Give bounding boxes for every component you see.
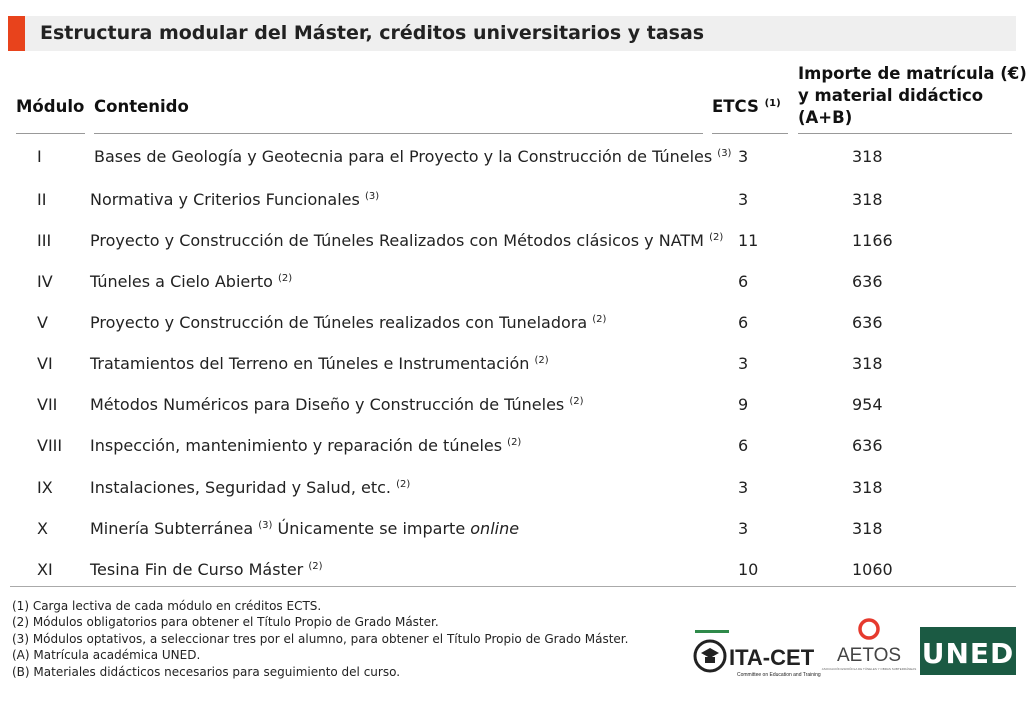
table-row xyxy=(0,354,1024,376)
header-divider-importe xyxy=(798,133,1012,134)
module-etcs: 3 xyxy=(738,478,749,497)
module-note: (3) xyxy=(258,520,273,531)
module-number: VII xyxy=(37,395,58,414)
module-etcs: 3 xyxy=(738,519,749,538)
module-content xyxy=(90,519,519,538)
header-etcs-label: ETCS xyxy=(712,97,759,116)
module-content xyxy=(90,231,723,250)
footnote-b: (B) Materiales didácticos necesarios para seguimiento del curso. xyxy=(12,664,401,679)
module-number: X xyxy=(37,519,48,538)
module-note: (2) xyxy=(507,437,522,448)
header-modulo: Módulo xyxy=(16,97,85,116)
table-row xyxy=(0,147,1024,169)
title-accent xyxy=(8,16,25,51)
module-importe: 318 xyxy=(852,354,883,373)
table-row xyxy=(0,190,1024,212)
module-content xyxy=(90,560,323,579)
module-content-text: Tratamientos del Terreno en Túneles e Instrumentación xyxy=(90,354,530,373)
header-divider-modulo xyxy=(16,133,85,134)
table-row xyxy=(0,395,1024,417)
module-note: (2) xyxy=(569,396,584,407)
module-number: VI xyxy=(37,354,53,373)
module-number: IX xyxy=(37,478,53,497)
aetos-logo xyxy=(821,618,917,680)
footnote-2: (2) Módulos obligatorios para obtener el Título Propio de Grado Máster. xyxy=(12,615,439,630)
module-number: I xyxy=(37,147,42,166)
header-divider-etcs xyxy=(712,133,788,134)
module-importe: 318 xyxy=(852,519,883,538)
module-content-text: Minería Subterránea xyxy=(90,519,254,538)
module-number: V xyxy=(37,313,48,332)
uned-logo xyxy=(920,627,1016,675)
table-bottom-divider xyxy=(10,586,1016,587)
table-row xyxy=(0,231,1024,253)
table-row xyxy=(0,478,1024,500)
module-content-text: Inspección, mantenimiento y reparación de túneles xyxy=(90,436,503,455)
module-content xyxy=(90,354,549,373)
graduation-cap-icon xyxy=(701,648,719,658)
module-content xyxy=(94,147,731,166)
module-content-text: Tesina Fin de Curso Máster xyxy=(90,560,304,579)
page-title: Estructura modular del Máster, créditos universitarios y tasas xyxy=(40,22,705,44)
footnotes xyxy=(12,598,628,680)
module-importe: 318 xyxy=(852,190,883,209)
header-etcs-note: (1) xyxy=(764,98,781,109)
module-note: (2) xyxy=(308,561,323,572)
module-content xyxy=(90,190,379,209)
module-extra: Únicamente se imparte xyxy=(277,519,466,538)
header-importe-line2: y material didáctico xyxy=(798,86,984,105)
module-content-text: Proyecto y Construcción de Túneles realizados con Tuneladora xyxy=(90,313,588,332)
table-row xyxy=(0,272,1024,294)
table-row xyxy=(0,436,1024,458)
module-number: VIII xyxy=(37,436,63,455)
itacet-tagline: Committee on Education and Training xyxy=(737,672,821,678)
module-extra-italic: online xyxy=(470,519,520,538)
module-note: (3) xyxy=(364,191,380,202)
module-content-text: Normativa y Criterios Funcionales xyxy=(90,190,360,209)
module-etcs: 3 xyxy=(738,190,749,209)
uned-wordmark xyxy=(920,627,1016,675)
module-content-text: Bases de Geología y Geotecnia para el Proyecto y la Construcción de Túneles xyxy=(94,147,713,166)
module-note: (3) xyxy=(717,148,732,159)
module-note: (2) xyxy=(709,232,724,243)
header-importe-line3: (A+B) xyxy=(798,108,853,127)
module-etcs: 10 xyxy=(738,560,759,579)
module-content xyxy=(90,395,584,414)
module-content xyxy=(90,272,292,291)
module-number: XI xyxy=(37,560,53,579)
module-content-text: Métodos Numéricos para Diseño y Construcción de Túneles xyxy=(90,395,565,414)
aetos-tagline: ASOCIACIÓN ESPAÑOLA DE TÚNELES Y OBRAS SUBTERRÁNEAS xyxy=(821,667,917,671)
module-etcs: 3 xyxy=(738,354,749,373)
module-etcs: 9 xyxy=(738,395,749,414)
module-content-text: Instalaciones, Seguridad y Salud, etc. xyxy=(90,478,391,497)
module-importe: 1060 xyxy=(852,560,893,579)
footnote-a: (A) Matrícula académica UNED. xyxy=(12,648,201,663)
module-content-text: Túneles a Cielo Abierto xyxy=(90,272,273,291)
module-number: IV xyxy=(37,272,53,291)
module-etcs: 6 xyxy=(738,436,749,455)
module-number: III xyxy=(37,231,52,250)
module-importe: 318 xyxy=(852,147,883,166)
itacet-bar-icon xyxy=(695,630,729,633)
header-contenido: Contenido xyxy=(94,97,189,116)
module-content-text: Proyecto y Construcción de Túneles Realizados con Métodos clásicos y NATM xyxy=(90,231,704,250)
module-note: (2) xyxy=(534,355,549,366)
header-importe-line1: Importe de matrícula (€) xyxy=(798,64,1027,83)
title-bar xyxy=(8,16,1016,51)
header-divider-contenido xyxy=(94,133,703,134)
itacet-logo xyxy=(693,630,821,680)
module-note: (2) xyxy=(396,479,411,490)
module-content xyxy=(90,478,410,497)
module-etcs: 3 xyxy=(738,147,749,166)
module-importe: 636 xyxy=(852,436,883,455)
module-importe: 636 xyxy=(852,272,883,291)
module-etcs: 6 xyxy=(738,272,749,291)
module-importe: 636 xyxy=(852,313,883,332)
module-note: (2) xyxy=(592,314,607,325)
uned-name: UNED xyxy=(921,637,1015,670)
itacet-name: ITA-CET xyxy=(729,645,815,670)
module-content xyxy=(90,313,606,332)
module-importe: 954 xyxy=(852,395,883,414)
module-importe: 1166 xyxy=(852,231,893,250)
header-etcs xyxy=(712,97,781,116)
module-number: II xyxy=(37,190,47,209)
module-etcs: 6 xyxy=(738,313,749,332)
footnote-1: (1) Carga lectiva de cada módulo en créditos ECTS. xyxy=(12,599,322,613)
aetos-ring-icon xyxy=(860,620,878,638)
module-etcs: 11 xyxy=(738,231,759,250)
aetos-name: AETOS xyxy=(836,645,902,666)
table-row xyxy=(0,313,1024,335)
module-content xyxy=(90,436,521,455)
table-row xyxy=(0,560,1024,582)
table-row xyxy=(0,519,1024,541)
module-note: (2) xyxy=(277,273,293,284)
module-importe: 318 xyxy=(852,478,883,497)
footnote-3: (3) Módulos optativos, a seleccionar tres por el alumno, para obtener el Título Propio de Grado Máster. xyxy=(12,631,629,646)
